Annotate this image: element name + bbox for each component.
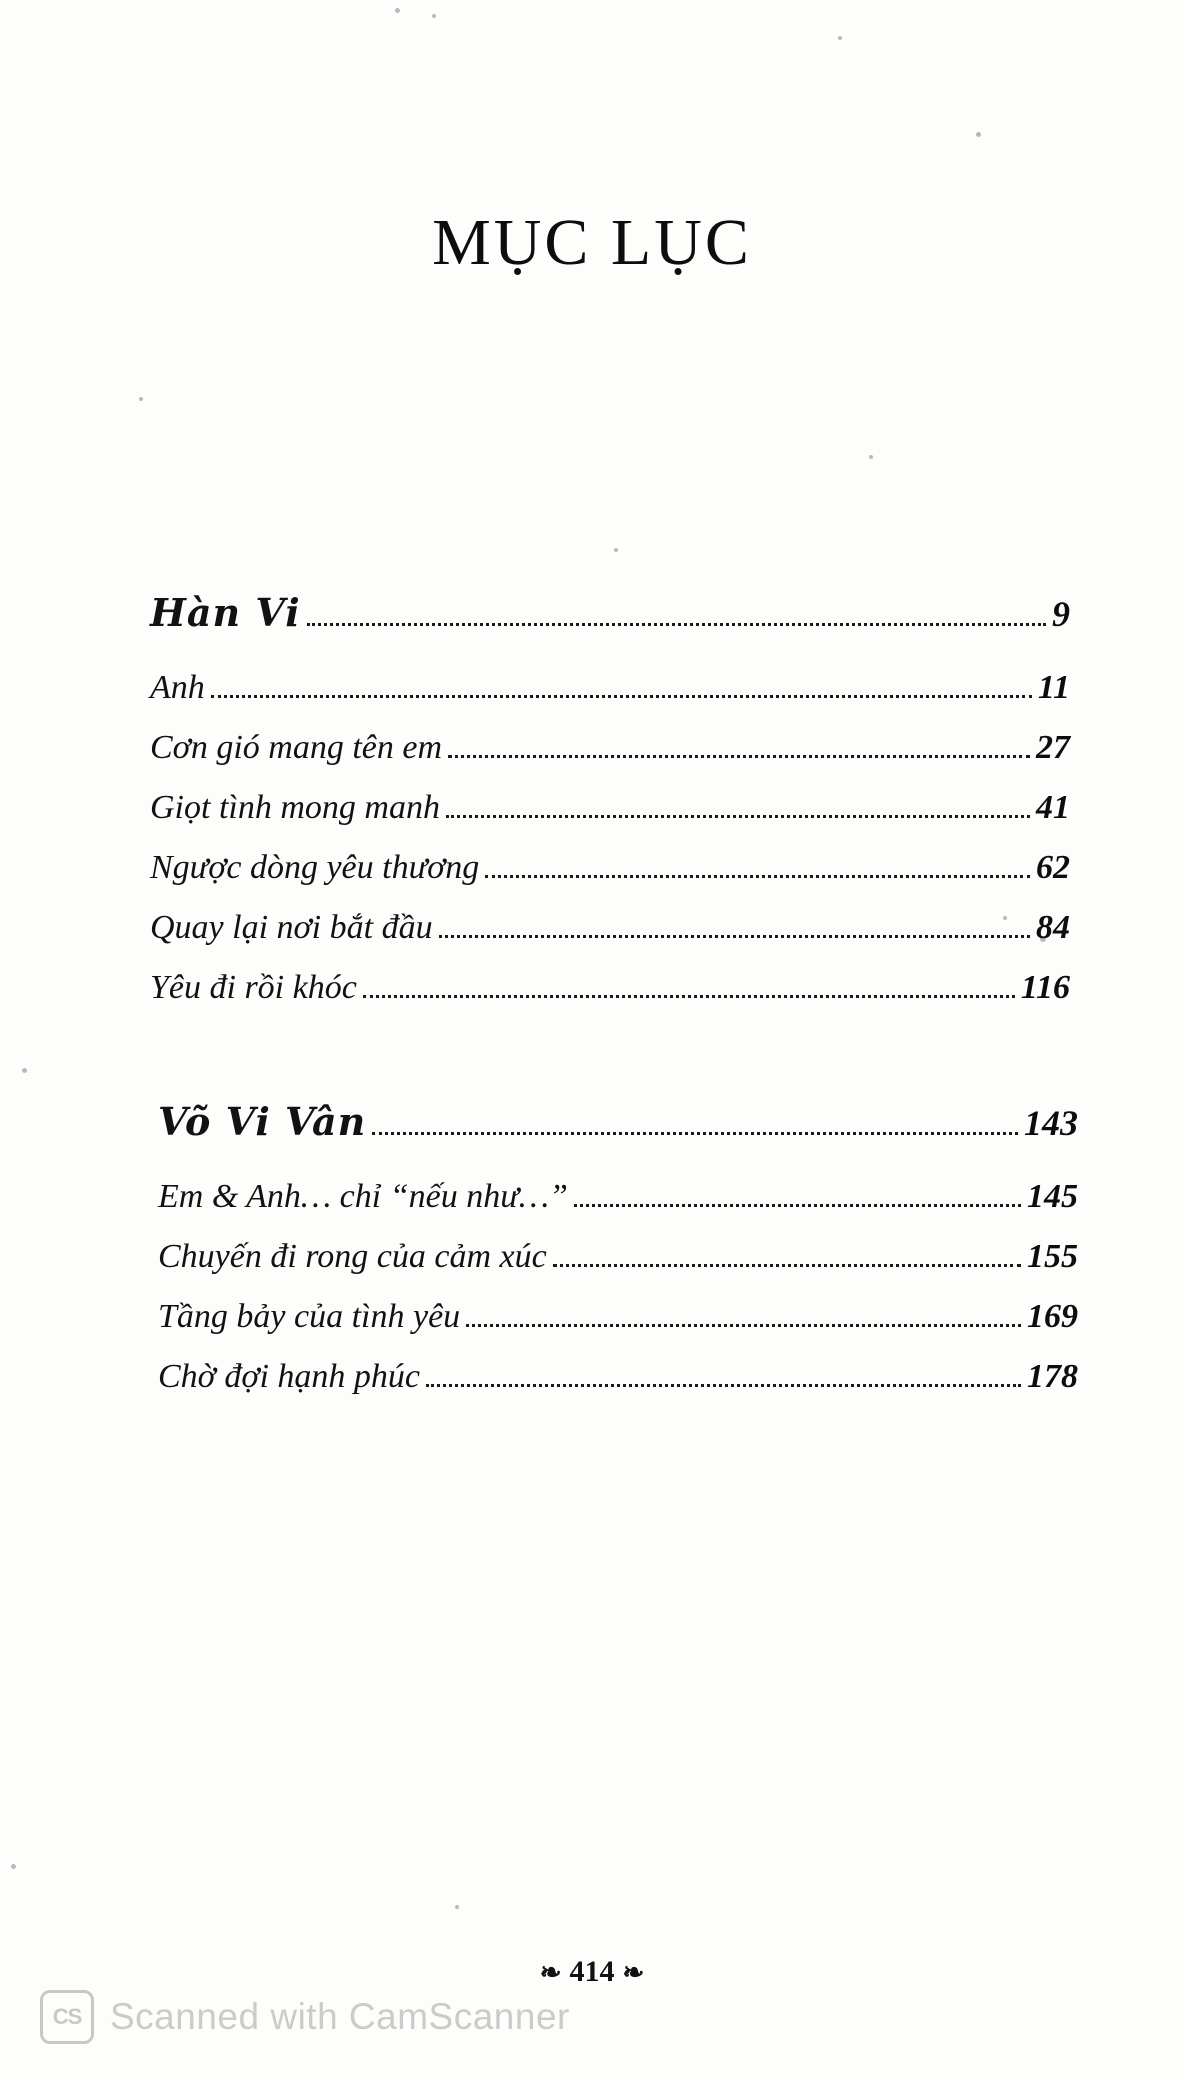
camscanner-badge-icon: CS bbox=[40, 1990, 94, 2044]
toc-entry-label: Chờ đợi hạnh phúc bbox=[158, 1358, 421, 1395]
toc-leader bbox=[446, 814, 1030, 818]
toc-leader bbox=[211, 694, 1032, 698]
toc-entry-label: Giọt tình mong manh bbox=[150, 789, 440, 826]
toc-leader bbox=[426, 1383, 1021, 1387]
toc-section-label: Võ Vi Vân bbox=[158, 1099, 367, 1144]
toc-entry-label: Em & Anh… chỉ “nếu như…” bbox=[158, 1178, 568, 1215]
toc-entry-label: Quay lại nơi bắt đầu bbox=[150, 909, 433, 946]
toc-section-page: 143 bbox=[1024, 1103, 1078, 1143]
toc-entry[interactable] bbox=[150, 849, 1070, 887]
scan-speck bbox=[455, 1905, 459, 1909]
folio-number: 414 bbox=[569, 1955, 615, 1988]
camscanner-watermark bbox=[40, 1990, 570, 2044]
toc-entry-label: Yêu đi rồi khóc bbox=[150, 969, 357, 1006]
toc-leader bbox=[485, 874, 1030, 878]
toc-entry-page: 84 bbox=[1036, 909, 1070, 946]
scan-speck bbox=[395, 8, 400, 13]
toc-entry-label: Anh bbox=[150, 669, 205, 706]
toc-entry[interactable] bbox=[150, 1358, 1078, 1396]
scan-speck bbox=[22, 1068, 27, 1073]
toc-entry-page: 155 bbox=[1027, 1238, 1078, 1275]
toc-entry-label: Tầng bảy của tình yêu bbox=[158, 1298, 461, 1335]
toc-leader bbox=[363, 994, 1015, 998]
toc-leader bbox=[574, 1203, 1021, 1207]
scan-speck bbox=[614, 548, 618, 552]
toc-leader bbox=[439, 934, 1030, 938]
toc-entry-page: 11 bbox=[1037, 669, 1070, 706]
leaf-ornament-right-icon: ❧ bbox=[622, 1958, 645, 1987]
toc-section-label: Hàn Vi bbox=[150, 590, 301, 635]
toc-leader bbox=[448, 754, 1030, 758]
leaf-ornament-left-icon: ❧ bbox=[539, 1958, 562, 1987]
toc-entry[interactable] bbox=[150, 789, 1070, 827]
scan-speck bbox=[869, 455, 873, 459]
toc-entry-page: 41 bbox=[1036, 789, 1070, 826]
toc-entry-page: 62 bbox=[1036, 849, 1070, 886]
camscanner-watermark-text: Scanned with CamScanner bbox=[110, 1996, 570, 2037]
toc-entry[interactable] bbox=[150, 1178, 1078, 1216]
scan-speck bbox=[139, 397, 143, 401]
page-folio bbox=[0, 1955, 1184, 1989]
toc-section-page: 9 bbox=[1052, 594, 1070, 634]
toc-entry-page: 27 bbox=[1036, 729, 1070, 766]
table-of-contents bbox=[150, 590, 1078, 1418]
toc-section-heading[interactable] bbox=[150, 1099, 1078, 1144]
toc-entry-label: Ngược dòng yêu thương bbox=[150, 849, 480, 886]
toc-leader bbox=[307, 622, 1046, 626]
scan-speck bbox=[976, 132, 981, 137]
toc-section-heading[interactable] bbox=[150, 590, 1070, 635]
toc-entry[interactable] bbox=[150, 1238, 1078, 1276]
toc-entry[interactable] bbox=[150, 669, 1070, 707]
toc-group bbox=[150, 1099, 1078, 1396]
scan-speck bbox=[432, 14, 436, 18]
page-title: MỤC LỤC bbox=[432, 206, 752, 279]
toc-group-spacer bbox=[150, 1029, 1070, 1099]
toc-entry-page: 169 bbox=[1027, 1298, 1078, 1335]
toc-entry-page: 145 bbox=[1027, 1178, 1078, 1215]
toc-entry-page: 116 bbox=[1020, 969, 1070, 1006]
toc-leader bbox=[372, 1131, 1018, 1135]
toc-entry[interactable] bbox=[150, 729, 1070, 767]
toc-entry[interactable] bbox=[150, 969, 1070, 1007]
toc-leader bbox=[553, 1263, 1021, 1267]
toc-entry-label: Cơn gió mang tên em bbox=[150, 729, 443, 766]
toc-group bbox=[150, 590, 1070, 1007]
toc-entry-label: Chuyến đi rong của cảm xúc bbox=[158, 1238, 547, 1275]
toc-entry[interactable] bbox=[150, 1298, 1078, 1336]
toc-leader bbox=[466, 1323, 1021, 1327]
scan-speck bbox=[838, 36, 842, 40]
toc-entry[interactable] bbox=[150, 909, 1070, 947]
toc-entry-page: 178 bbox=[1027, 1358, 1078, 1395]
scan-speck bbox=[11, 1864, 16, 1869]
